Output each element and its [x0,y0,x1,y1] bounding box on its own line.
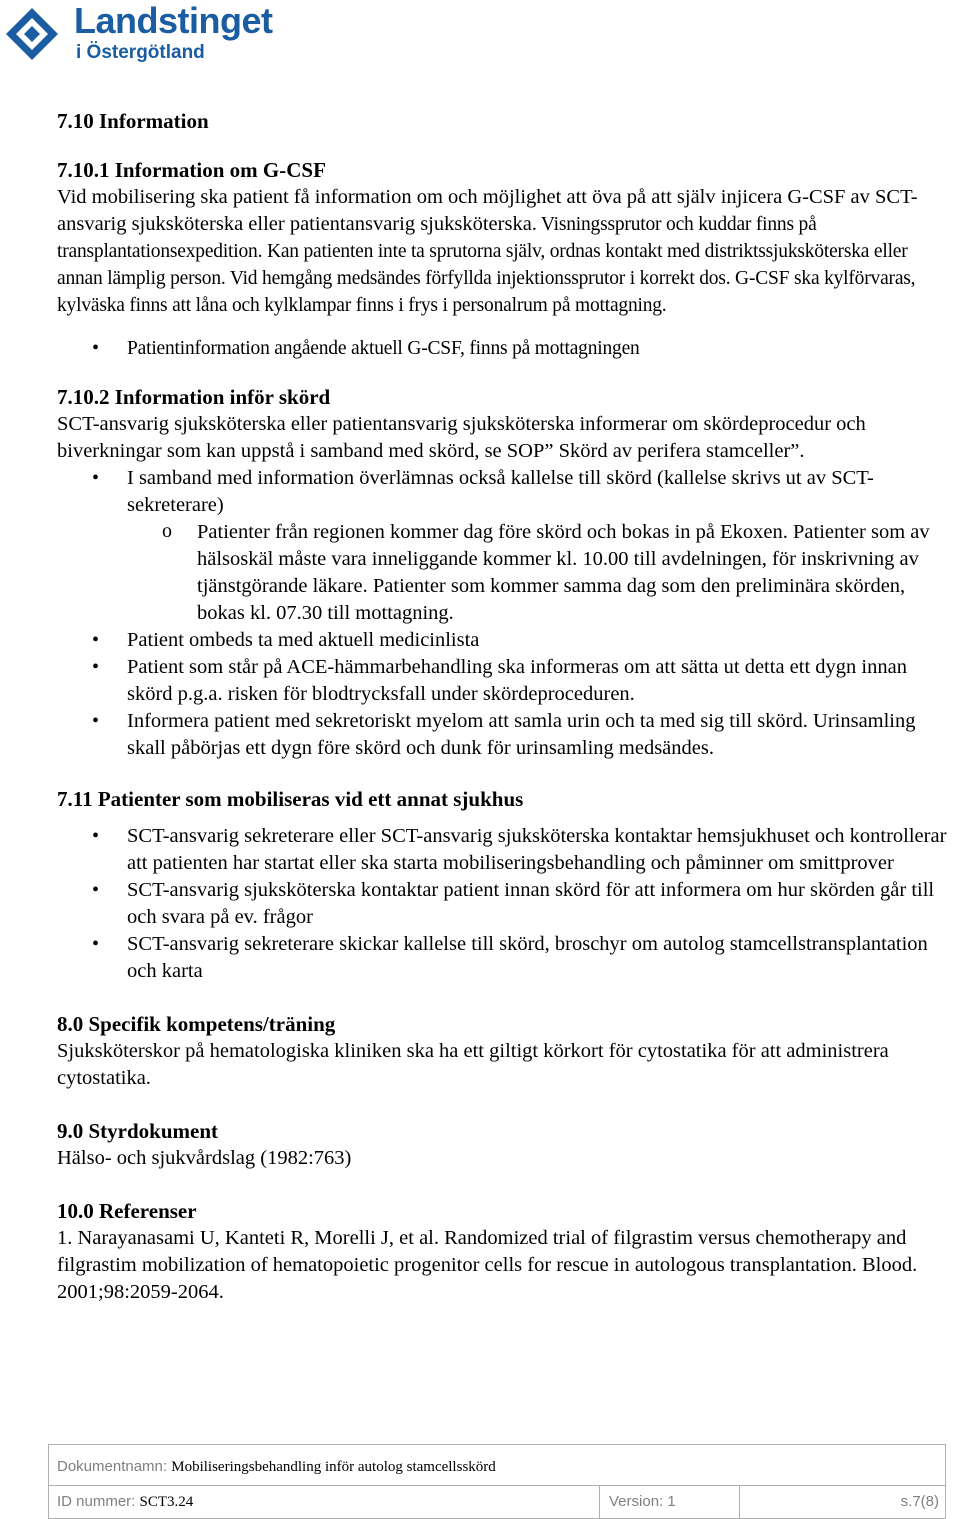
doc-name-label: Dokumentnamn: [57,1458,168,1475]
paragraph-10-0: 1. Narayanasami U, Kanteti R, Morelli J, et al. Randomized trial of filgrastim versus chemotherapy and filgrastim mobilization of hematopoietic progenitor cells for rescue in autologous transplantation. Blood. 2001;98:2059-2064. [57,1227,918,1303]
landstinget-emblem-icon [4,6,60,62]
paragraph-7-10-1 [57,184,957,319]
page-label: s. [900,1493,913,1510]
list-item: • Patient ombeds ta med aktuell medicinlista [57,627,957,654]
paragraph-8-0: Sjuksköterskor på hematologiska kliniken ska ha ett giltigt körkort för cytostatika för att administrera cytostatika. [57,1040,889,1089]
heading-7-10-1: 7.10.1 Information om G-CSF [57,158,326,182]
bullet-list-7-11 [57,823,957,985]
version-value: 1 [667,1493,676,1510]
footer-meta-row [48,1485,946,1519]
paragraph-7-10-2: SCT-ansvarig sjuksköterska eller patientansvarig sjuksköterska informerar om skördeprocedur och biverkningar som kan uppstå i samband med skörd, se SOP” Skörd av perifera stamceller”. [57,413,866,462]
footer-divider [599,1486,600,1518]
heading-7-10: 7.10 Information [57,109,209,133]
list-item: • SCT-ansvarig sekreterare skickar kallelse till skörd, broschyr om autolog stamcellstransplantation och karta [57,931,957,985]
list-item: • I samband med information överlämnas också kallelse till skörd (kallelse skrivs ut av SCT-sekreterare) [57,465,957,519]
doc-name-value: Mobiliseringsbehandling inför autolog stamcellsskörd [171,1459,496,1475]
list-item: • Patientinformation angående aktuell G-CSF, finns på mottagningen [57,335,957,362]
page-number: 7(8) [912,1493,939,1510]
list-item: • Informera patient med sekretoriskt myelom att samla urin och ta med sig till skörd. Urinsamling skall påbörjas ett dygn före skörd och dunk för urinsamling medsändes. [57,708,957,762]
logo-subtitle: i Östergötland [76,42,205,63]
heading-7-11: 7.11 Patienter som mobiliseras vid ett annat sjukhus [57,787,524,811]
paragraph-9-0: Hälso- och sjukvårdslag (1982:763) [57,1147,352,1169]
paragraph-7-10-1-part-1: Vid mobilisering ska patient få information om och möjlighet att öva på att själv injicera G-CSF av SCT-ansvarig sjuksköterska eller patientansvarig sjuksköterska. [57,186,918,235]
list-item: • Patient som står på ACE-hämmarbehandling ska informeras om att sätta ut detta ett dygn innan skörd p.g.a. risken för blodtrycksfall under skördeproceduren. [57,654,957,708]
bullet-list-7-10-2 [57,465,957,762]
footer-doc-name-row [48,1444,946,1485]
heading-10-0: 10.0 Referenser [57,1199,197,1223]
paragraph-7-10-1-part-2: Visningssprutor och kuddar finns på transplantationsexpedition. Kan patienten inte ta sprutorna själv, ordnas kontakt med distriktssjuksköterska eller annan lämplig person. Vid hemgång medsändes förfyllda injektionssprutor i korrekt dos. G-CSF ska kylförvaras, kylväska finns att låna och kylklampar finns i frys i personalrum på mottagning. [57,214,916,316]
heading-7-10-2: 7.10.2 Information inför skörd [57,385,331,409]
heading-8-0: 8.0 Specifik kompetens/träning [57,1012,336,1036]
version-label: Version: [609,1493,664,1510]
landstinget-logo [4,2,284,72]
heading-9-0: 9.0 Styrdokument [57,1119,219,1143]
list-item: • SCT-ansvarig sekreterare eller SCT-ansvarig sjuksköterska kontaktar hemsjukhuset och kontrollerar att patienten har startat eller ska starta mobiliseringsbehandling och påminner om smittprover [57,823,957,877]
bullet-list-7-10-1 [57,335,957,362]
sub-list-item: o Patienter från regionen kommer dag före skörd och bokas in på Ekoxen. Patienter som av hälsoskäl måste vara inneliggande kommer kl. 10.00 till avdelningen, för inskrivning av tjänstgörande läkare. Patienter som kommer samma dag som den preliminära skörden, bokas kl. 07.30 till mottagning. [57,519,957,627]
id-value: SCT3.24 [139,1494,194,1510]
document-footer [48,1444,946,1518]
footer-divider [739,1486,740,1518]
id-label: ID nummer: [57,1493,136,1510]
document-body [57,108,957,1306]
list-item: • SCT-ansvarig sjuksköterska kontaktar patient innan skörd för att informera om hur skörden går till och svara på ev. frågor [57,877,957,931]
logo-title: Landstinget [74,0,273,41]
